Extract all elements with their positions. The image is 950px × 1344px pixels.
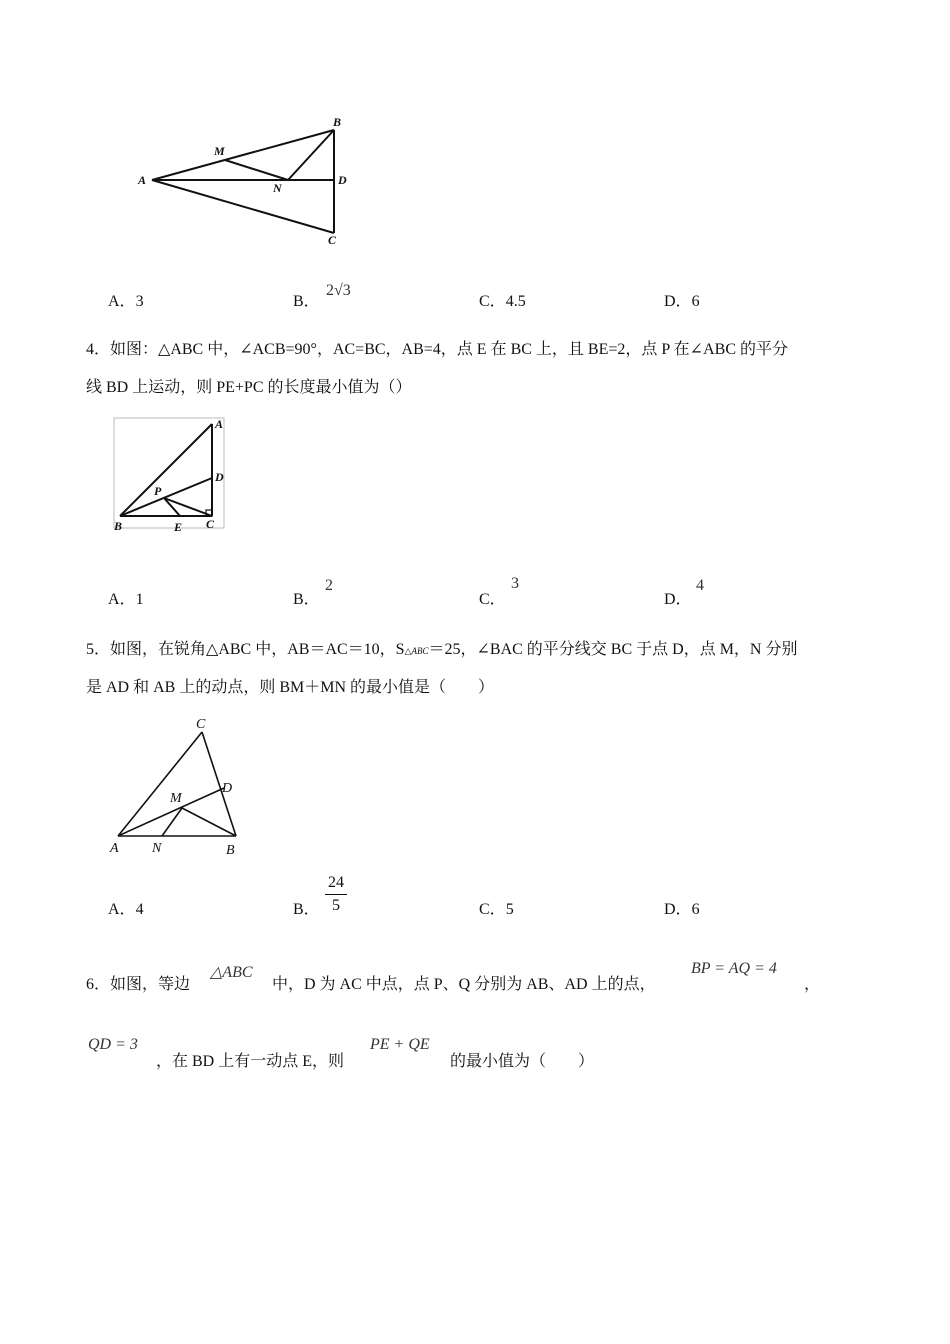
q4-option-b-value: 2 <box>325 577 333 594</box>
q6-stem-line2-mid: ，在 BD 上有一动点 E，则 <box>156 1053 345 1070</box>
q6-math-triangle-abc: △ABC <box>210 964 253 981</box>
q4-stem-line2: 线 BD 上运动，则 PE+PC 的长度最小值为（） <box>86 379 412 396</box>
q5-label-a: A <box>110 841 119 856</box>
q5-seg-ac <box>118 732 202 836</box>
q4-seg-ab <box>120 424 212 516</box>
q4-label-d: D <box>215 470 224 484</box>
q5-label-d: D <box>222 781 233 796</box>
q3-seg-mn <box>225 160 288 180</box>
q3-option-a: A．3 <box>108 293 144 310</box>
q4-figure <box>112 416 232 540</box>
q3-label-b: B <box>333 115 342 129</box>
q5-option-d: D．6 <box>664 901 700 918</box>
q5-stem-line2: 是 AD 和 AB 上的动点，则 BM＋MN 的最小值是（ ） <box>86 679 495 696</box>
q3-option-d: D．6 <box>664 293 700 310</box>
q3-seg-ac <box>152 180 334 233</box>
q6-stem-line1-prefix: 6．如图，等边 <box>86 976 191 993</box>
q4-option-a: A．1 <box>108 591 144 608</box>
q5-label-c: C <box>196 717 206 732</box>
q4-label-b: B <box>114 519 123 533</box>
q3-label-a: A <box>138 173 147 187</box>
q5-stem-line1: 5．如图，在锐角△ABC 中，AB＝AC＝10，S△ABC＝25，∠BAC 的平分线交 BC 于点 D，点 M，N 分别 <box>86 641 798 658</box>
q3-label-m: M <box>214 144 225 158</box>
q3-option-b: B． <box>293 293 320 310</box>
q4-label-c: C <box>206 517 215 531</box>
q4-option-b: B． <box>293 591 320 608</box>
q3-label-d: D <box>338 173 347 187</box>
q3-label-n: N <box>273 181 282 195</box>
q4-option-d-value: 4 <box>696 577 704 594</box>
q6-math-bp-aq: BP = AQ = 4 <box>691 960 777 977</box>
q5-label-n: N <box>152 841 162 856</box>
q4-option-c: C． <box>479 591 506 608</box>
q4-option-d: D． <box>664 591 692 608</box>
q5-label-b: B <box>226 843 235 858</box>
q5-option-b-numerator: 24 <box>328 874 344 891</box>
q3-option-c: C．4.5 <box>479 293 526 310</box>
q5-option-a: A．4 <box>108 901 144 918</box>
q5-option-b-fraction <box>325 874 347 915</box>
q4-label-a: A <box>215 417 224 431</box>
q6-stem-line1-suffix: ， <box>804 976 821 993</box>
q5-figure <box>106 712 256 860</box>
q3-label-c: C <box>328 233 337 247</box>
q4-option-c-value: 3 <box>511 575 519 592</box>
q6-math-pe-qe: PE + QE <box>370 1036 430 1053</box>
q5-option-b: B． <box>293 901 320 918</box>
q6-stem-line1-mid: 中，D 为 AC 中点，点 P、Q 分别为 AB、AD 上的点， <box>272 976 656 993</box>
q4-label-e: E <box>174 520 183 534</box>
q6-stem-line2-suffix: 的最小值为（ ） <box>450 1053 595 1070</box>
q4-stem-line1: 4．如图：△ABC 中，∠ACB=90°，AC=BC，AB=4，点 E 在 BC 上，且 BE=2，点 P 在∠ABC 的平分 <box>86 341 788 358</box>
q5-option-b-denominator: 5 <box>332 897 340 914</box>
q5-option-b-fraction-bar <box>325 894 347 895</box>
q3-seg-bn <box>288 130 334 180</box>
q3-seg-ab <box>152 130 334 180</box>
q5-option-c: C．5 <box>479 901 514 918</box>
q3-figure <box>130 110 360 250</box>
q5-label-m: M <box>170 791 182 806</box>
q4-label-p: P <box>154 484 162 498</box>
q6-math-qd: QD = 3 <box>88 1036 138 1053</box>
q3-option-b-value: 2√3 <box>326 282 351 299</box>
